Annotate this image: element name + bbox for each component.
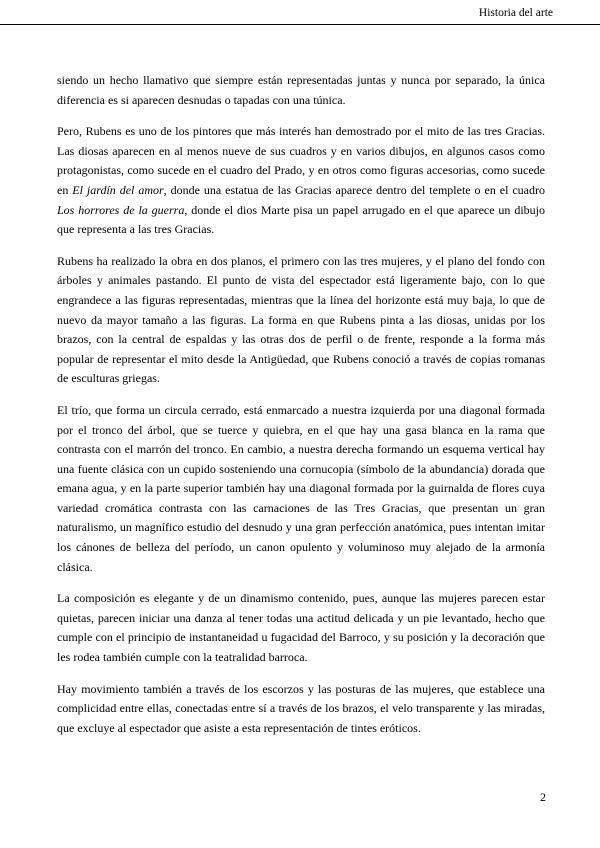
body-text xyxy=(57,71,545,750)
artwork-title-el-jardin-del-amor: El jardín del amor xyxy=(72,182,164,197)
page-number: 2 xyxy=(540,790,546,804)
paragraph-text: , donde el dios Marte pisa un papel arrugado en el que aparece un dibujo que representa a las tres Gracias. xyxy=(57,202,545,237)
paragraph-text: Rubens ha realizado la obra en dos planos, el primero con las tres mujeres, y el plano del fondo con árboles y animales pastando. El punto de vista del espectador está ligeramente bajo, con lo que engrandece a las figuras representadas, mientras que la línea del horizonte está muy baja, lo que de nuevo da mayor tamaño a las figuras. La forma en que Rubens pinta a las diosas, unidas por los brazos, con la central de espaldas y las otras dos de perfil o de frente, responde a la forma más popular de representar el mito desde la Antigüedad, que Rubens conoció a través de copias romanas de esculturas griegas. xyxy=(57,253,545,386)
artwork-title-los-horrores-de-la-guerra: Los horrores de la guerra xyxy=(57,202,185,217)
paragraph-2 xyxy=(57,122,545,240)
paragraph-text: , donde una estatua de las Gracias aparece dentro del templete o en el cuadro xyxy=(163,182,546,197)
header-divider xyxy=(0,24,600,25)
paragraph-text: Pero, Rubens es uno de los pintores que más interés han demostrado por el mito de las tres Gracias. Las diosas aparecen en al menos nueve de sus cuadros y en varios dibujos, en algunos casos como protagonistas, como sucede en el cuadro del Prado, y en otros como figuras accesorias, como sucede en xyxy=(57,124,545,197)
paragraph-text: Hay movimiento también a través de los escorzos y las posturas de las mujeres, que establece una complicidad entre ellas, conectadas entre sí a través de los brazos, el velo transparente y las miradas, que excluye al espectador que asiste a esta representación de tintes eróticos. xyxy=(57,681,545,735)
paragraph-4 xyxy=(57,401,545,577)
paragraph-text: siendo un hecho llamativo que siempre están representadas juntas y nunca por separado, la única diferencia es si aparecen desnudas o tapadas con una túnica. xyxy=(57,73,545,107)
paragraph-3 xyxy=(57,252,545,389)
paragraph-6 xyxy=(57,680,545,739)
paragraph-text: La composición es elegante y de un dinamismo contenido, pues, aunque las mujeres parecen estar quietas, parecen iniciar una danza al tener todas una actitud delicada y un pie levantado, hecho que cumple con el principio de instantaneidad u fugacidad del Barroco, y su posición y la decoración que les rodea también cumple con la teatralidad barroca. xyxy=(57,591,545,665)
running-header-title: Historia del arte xyxy=(478,7,553,19)
paragraph-1 xyxy=(57,71,545,110)
paragraph-5 xyxy=(57,589,545,667)
paragraph-text: El trío, que forma un circula cerrado, está enmarcado a nuestra izquierda por una diagonal formada por el tronco del árbol, que se tuerce y quiebra, en el que hay una gasa blanca en la rama que contrasta con el marrón del tronco. En cambio, a nuestra derecha formando un esquema vertical hay una fuente clásica con un cupido sosteniendo una cornucopia (símbolo de la abundancia) dorada que emana agua, y en la parte superior también hay una diagonal formada por la guirnalda de flores cuya variedad cromática contrasta con las carnaciones de las Tres Gracias, que presentan un gran naturalismo, un magnífico estudio del desnudo y una gran perfección anatómica, pues intentan imitar los cánones de belleza del período, un canon opulento y voluminoso muy alejado de la armonía clásica. xyxy=(57,402,545,574)
